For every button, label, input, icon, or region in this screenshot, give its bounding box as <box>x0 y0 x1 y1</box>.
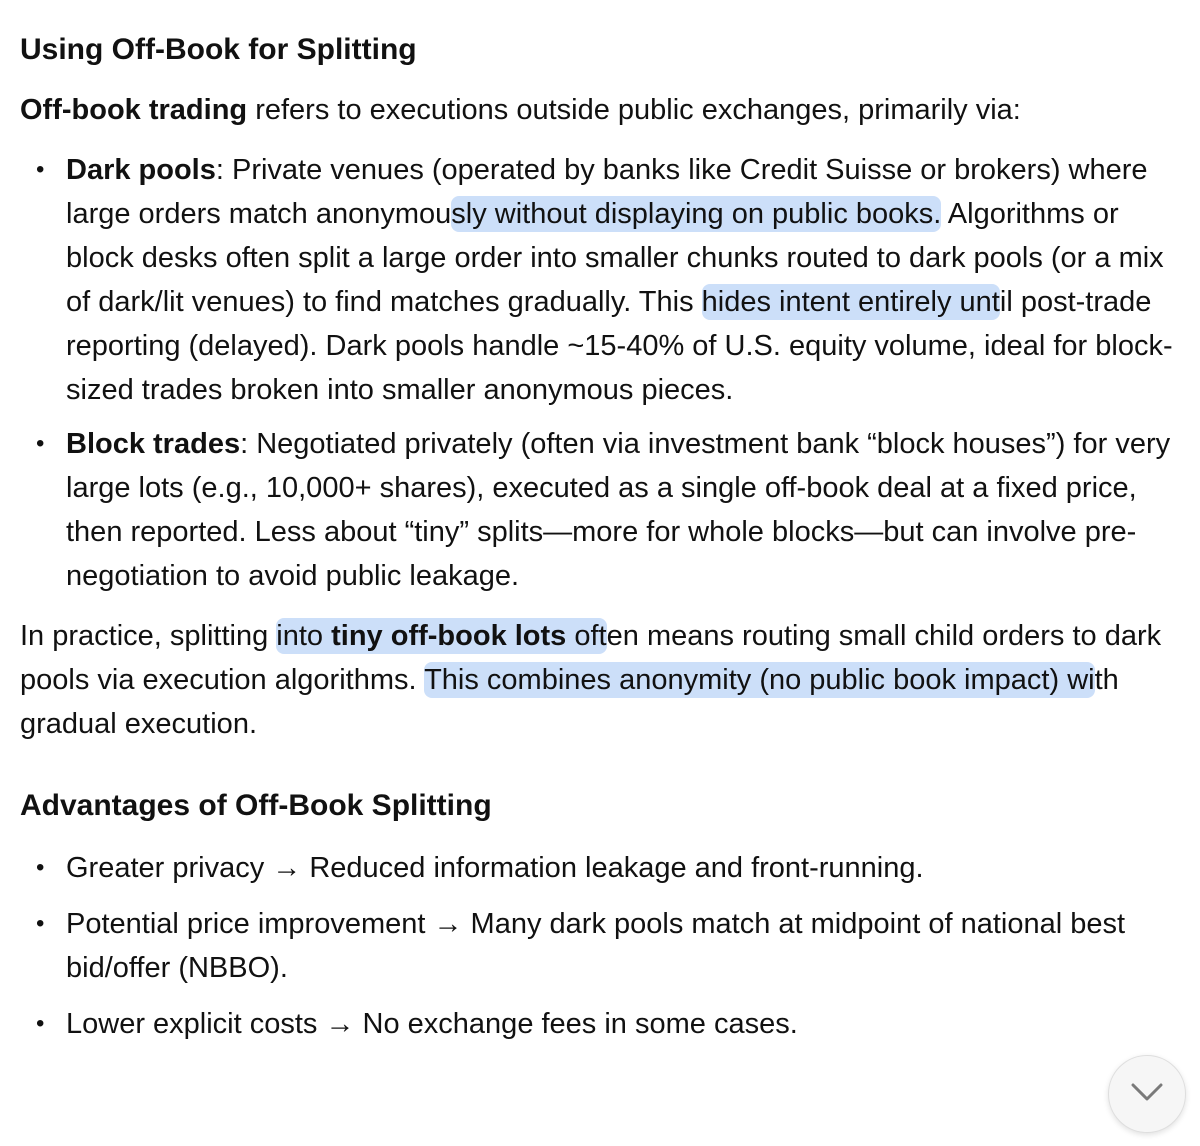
bullet-text: il post-trade reporting (delayed). Dark pools handle ~15-40% of U.S. equity volume, ideal for block-sized trades broken into smaller anonymous pieces. <box>66 286 1173 406</box>
highlight-mark: This combines anonymity (no public book impact) wi <box>424 664 1095 696</box>
scroll-down-button[interactable] <box>1108 1055 1186 1133</box>
intro-term: Off-book trading <box>20 94 248 126</box>
highlight-mark <box>276 618 606 654</box>
section-heading: Advantages of Off-Book Splitting <box>20 789 492 822</box>
intro-text: refers to executions outside public exchanges, primarily via: <box>247 94 1021 126</box>
highlight-mark: hides intent entirely unt <box>701 286 1000 318</box>
section-heading: Using Off-Book for Splitting <box>20 33 417 66</box>
highlight-text: oft <box>566 620 607 652</box>
intro-paragraph <box>20 88 1190 132</box>
venue-list <box>20 148 1190 598</box>
bullet-text: : Negotiated privately (often via investment bank “block houses”) for very large lots (e.g., 10,000+ shares), executed as a single off-book deal at a fixed price, then reported. Less about “tiny” splits—more for whole blocks—but can involve pre-negotiation to avoid public leakage. <box>66 428 1171 592</box>
paragraph-text: th gradual execution. <box>20 664 1119 740</box>
highlight-mark: sly without displaying on public books. <box>451 198 942 230</box>
list-item: • Lower explicit costs → No exchange fees in some cases. <box>20 1002 1190 1046</box>
bullet-text: Algorithms or block desks often split a large order into smaller chunks routed to dark pools (or a mix of dark/lit venues) to find matches gradually. This <box>66 198 1164 318</box>
document-body <box>20 28 1190 1046</box>
paragraph-text: en means routing small child orders to dark pools via execution algorithms. <box>20 620 1162 696</box>
advantages-list <box>20 846 1190 1046</box>
list-item-block-trades <box>20 422 1190 598</box>
practice-paragraph <box>20 614 1190 746</box>
highlight-text: into <box>276 620 332 652</box>
list-item: • Potential price improvement → Many dark pools match at midpoint of national best bid/offer (NBBO). <box>20 902 1190 990</box>
paragraph-text: In practice, splitting <box>20 620 277 652</box>
list-item: • Greater privacy → Reduced information leakage and front-running. <box>20 846 1190 890</box>
highlight-bold-text: tiny off-book lots <box>331 620 567 652</box>
bullet-text: : Private venues (operated by banks like Credit Suisse or brokers) where large orders match anonymou <box>66 154 1148 230</box>
bullet-term: Dark pools <box>66 154 216 186</box>
chevron-down-icon <box>1129 1081 1165 1108</box>
bullet-term: Block trades <box>66 428 241 460</box>
list-item-dark-pools <box>20 148 1190 412</box>
